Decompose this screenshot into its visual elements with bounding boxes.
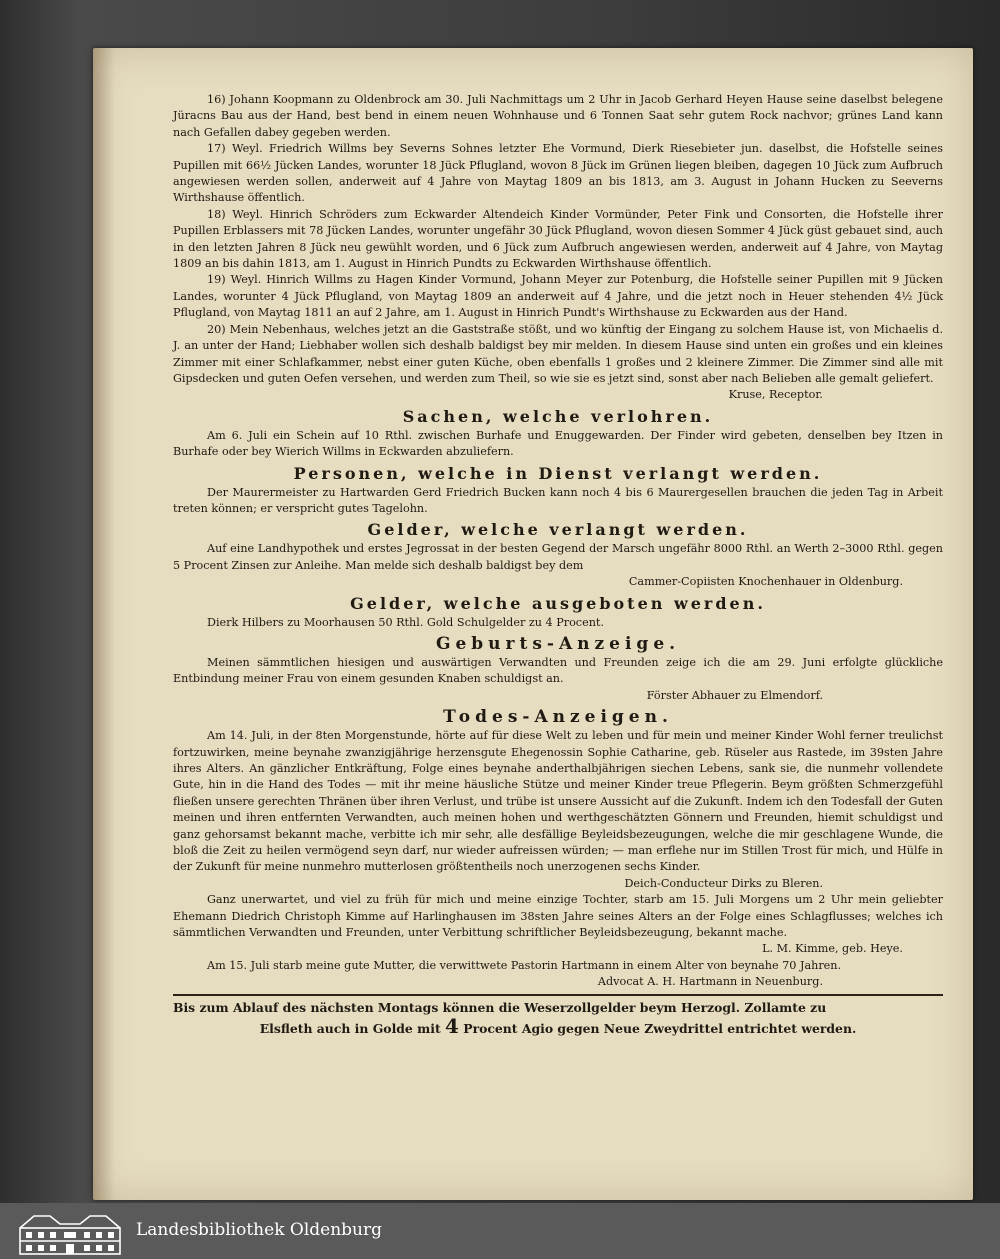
signature-birth-notice: Förster Abhauer zu Elmendorf. (646, 688, 823, 702)
listing-17: 17) Weyl. Friedrich Willms bey Severns Sohnes letzter Ehe Vormund, Dierk Riesebieter jun. daselbst, die Hofstelle seines Pupillen mit 66½ Jücken Landes, worunter 18 Jück Pflugland, wovon 8 Jück im Grünen liegen bleiben, dagegen 10 Jück zum Aufbruch angewiesen werden sollen, anderweit auf 4 Jahre von Maytag 1809 an bis 1813, am 3. August in Johann Hucken zu Seeverns Wirthshause öffentlich. (173, 142, 943, 205)
document-page (93, 48, 973, 1200)
heading-death-notices: Todes-Anzeigen. (443, 707, 673, 728)
library-name: Landesbibliothek Oldenburg (136, 1220, 383, 1240)
heading-money-offered: Gelder, welche ausgeboten werden. (350, 593, 766, 613)
paragraph-birth-notice: Meinen sämmtlichen hiesigen und auswärtigen Verwandten und Freunden zeige ich die am 29. Juni erfolgte glückliche Entbindung meiner Frau von einem gesunden Knaben schuldigst an. (173, 655, 943, 686)
heading-lost-items: Sachen, welche verlohren. (402, 406, 714, 426)
customs-notice-line-2-end: Procent Agio gegen Neue Zweydrittel entrichtet werden. (463, 1020, 857, 1036)
paragraph-lost-items: Am 6. Juli ein Schein auf 10 Rthl. zwischen Burhafe und Enuggewarden. Der Finder wird gebeten, denselben bey Itzen in Burhafe oder bey Wierich Willms in Eckwarden abzuliefern. (173, 428, 943, 459)
library-building-icon (14, 1210, 126, 1256)
page-number: 4 (445, 1013, 459, 1038)
customs-notice-line-1: Bis zum Ablauf des nächsten Montags können die Weserzollgelder beym Herzogl. Zollamte zu (173, 999, 827, 1015)
customs-notice-line-2-start: Elsfleth auch in Golde mit (259, 1020, 441, 1036)
paragraph-death-notice-2: Ganz unerwartet, und viel zu früh für mich und meine einzige Tochter, starb am 15. Juli Morgens um 2 Uhr mein geliebter Ehemann Diedrich Christoph Kimme auf Harlinghausen im 38sten Jahre seines Alters an der Folge eines Schlagflusses; welches ich sämmtlichen Verwandten und Freunden, unter Verbittung schriftlicher Beyleidsbezeugung, bekannt mache. (173, 893, 943, 940)
paragraph-persons-wanted: Der Maurermeister zu Hartwarden Gerd Friedrich Bucken kann noch 4 bis 6 Maurergesellen brauchen die jeden Tag in Arbeit treten können; er verspricht gutes Tagelohn. (173, 485, 943, 515)
divider-rule (173, 994, 943, 996)
signature-death-notice-2: L. M. Kimme, geb. Heye. (762, 942, 903, 956)
paragraph-money-offered: Dierk Hilbers zu Moorhausen 50 Rthl. Gold Schulgelder zu 4 Procent. (207, 615, 604, 629)
heading-birth-notice: Geburts-Anzeige. (435, 633, 681, 654)
listing-18: 18) Weyl. Hinrich Schröders zum Eckwarder Altendeich Kinder Vormünder, Peter Fink und Consorten, die Hofstelle ihrer Pupillen Erblassers mit 78 Jücken Landes, worunter ungefähr 30 Jück Pflugland, wovon diesen Sommer 4 Jück güst gebauet sind, auch in den letzten Jahren 8 Jück neu gewühlt worden, und 6 Jück zum Aufbruch angewiesen werden, anderweit auf 4 Jahre, von Maytag 1809 an bis dahin 1813, am 1. August in Hinrich Pundts zu Eckwarden Wirthshause öffentlich. (173, 207, 943, 271)
paragraph-money-wanted: Auf eine Landhypothek und erstes Jegrossat in der besten Gegend der Marsch ungefähr 8000 Rthl. an Werth 2–3000 Rthl. gegen 5 Procent Zinsen zur Anleihe. Man melde sich deshalb baldigst bey dem (173, 542, 943, 572)
listing-16: 16) Johann Koopmann zu Oldenbrock am 30. Juli Nachmittags um 2 Uhr in Jacob Gerhard Heyen Hause seine daselbst belegene Jüracns Bau aus der Hand, best bend in einem neuen Wohnhause und 6 Tonnen Saat sehr gutem Rock nachvor; grünes Land kann nach Gefallen dabey gegeben werden. (173, 93, 943, 139)
signature-receptor: Kruse, Receptor. (728, 388, 823, 402)
paragraph-death-notice-1: Am 14. Juli, in der 8ten Morgenstunde, hörte auf für diese Welt zu leben und für mein und meiner Kinder Wohl ferner treulichst fortzuwirken, meine beynahe zwanzigjährige herzensgute Ehegenossin Sophie Catharine, geb. Rüseler aus Rastede, im 39sten Jahre ihres Alters. An gänzlicher Entkräftung, Folge eines beynahe anderthalbjährigen siechen Lebens, sank sie, die nunmehr vollendete Gute, hin in die Hand des Todes — mit ihr meine häusliche Stütze und meiner Kinder treue Pflegerin. Beym größten Schmerzgefühl fließen unsere gerechten Thränen über ihren Verlust, und trübe ist unsere Aussicht auf die Zukunft. Indem ich den Todesfall der Guten meinen und ihren entfernten Verwandten, auch meinen hohen und werthgeschätzten Gönnern und Freunden, hiemit schuldigst und ganz gehorsamst bekannt mache, verbitte ich mir sehr, alle desfällige Beyleidsbezeugungen, welche die mir geschlagene Wunde, die bloß die Zeit zu heilen vermögend seyn darf, nur wieder aufreissen würden; — man erflehe nur im Stillen Trost für mich, und Hülfe in der Zukunft für meine nunmehro mutterlosen größtentheils noch unerzogenen sechs Kinder. (173, 729, 943, 874)
signature-death-notice-3: Advocat A. H. Hartmann in Neuenburg. (597, 975, 823, 989)
customs-notice-line-2 (173, 1013, 943, 1038)
signature-death-notice-1: Deich-Conducteur Dirks zu Bleren. (624, 876, 823, 890)
page-fold-shadow (93, 48, 115, 1200)
paragraph-death-notice-3: Am 15. Juli starb meine gute Mutter, die verwittwete Pastorin Hartmann in einem Alter von beynahe 70 Jahren. (207, 958, 842, 972)
heading-persons-wanted: Personen, welche in Dienst verlangt werden. (293, 463, 823, 483)
listing-19: 19) Weyl. Hinrich Willms zu Hagen Kinder Vormund, Johann Meyer zur Potenburg, die Hofstelle seiner Pupillen mit 9 Jücken Landes, worunter 4 Jück Pflugland, von Maytag 1809 an anderweit auf 4 Jahre, und die jetzt noch in Heuer stehenden 4½ Jück Pflugland, von Maytag 1811 an auf 2 Jahre, am 1. August in Hinrich Pundt's Wirthshause zu Eckwarden aus der Hand. (173, 273, 943, 320)
library-footer (0, 1203, 1000, 1259)
listing-20: 20) Mein Nebenhaus, welches jetzt an die Gaststraße stößt, und wo künftig der Eingang zu solchem Hause ist, von Michaelis d. J. an unter der Hand; Liebhaber wollen sich deshalb baldigst bey mir melden. In diesem Hause sind unten ein großes und ein kleines Zimmer mit einer Schlafkammer, nebst einer guten Küche, oben ebenfalls 1 großes und 2 kleinere Zimmer. Die Zimmer sind alle mit Gipsdecken und guten Oefen versehen, und werden zum Theil, so wie sie es jetzt sind, sonst aber nach Belieben alle gemalt geliefert. (173, 322, 943, 385)
page-content (173, 92, 943, 1038)
heading-money-wanted: Gelder, welche verlangt werden. (367, 520, 749, 540)
signature-money-wanted: Cammer-Copiisten Knochenhauer in Oldenburg. (628, 575, 903, 589)
